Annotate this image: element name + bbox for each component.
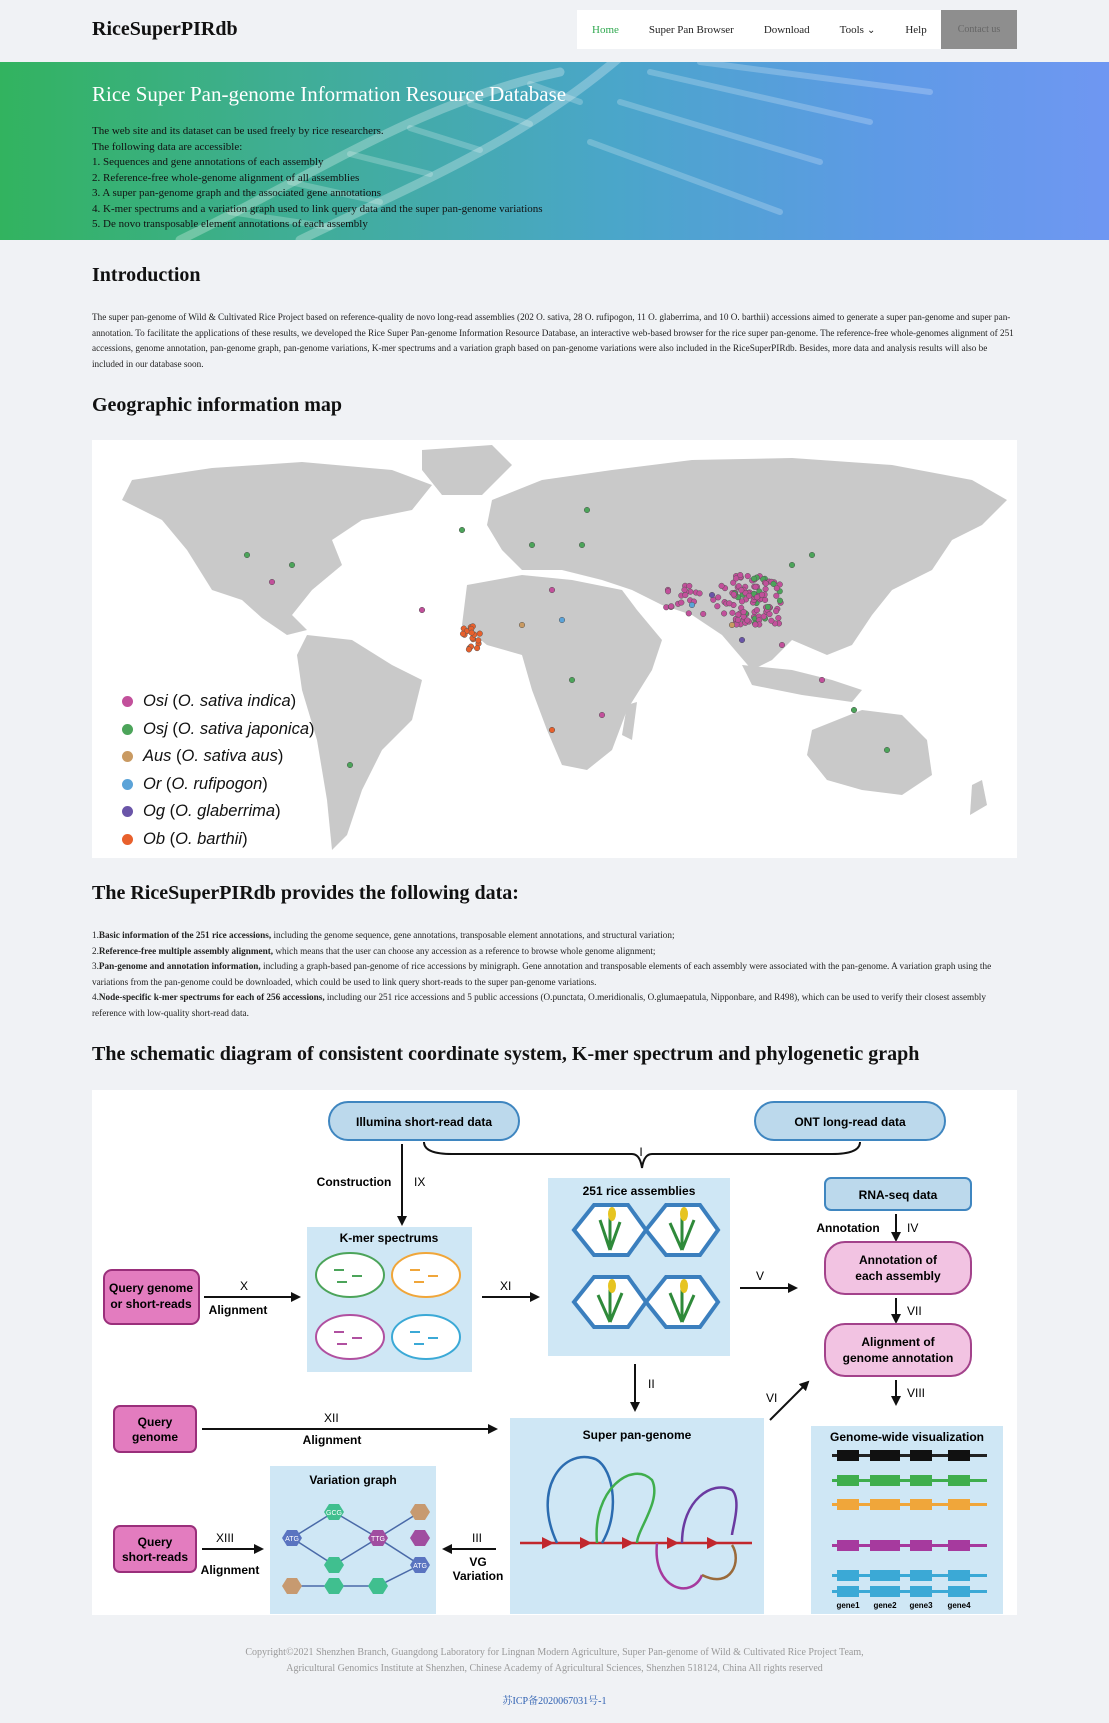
map-legend: [122, 688, 315, 853]
roman-xii: XII: [324, 1411, 339, 1425]
annotation-each-box: [825, 1242, 971, 1294]
accession-point: [559, 617, 565, 623]
accession-point: [751, 576, 757, 582]
item-bold: Pan-genome and annotation information,: [98, 961, 261, 971]
accession-point: [460, 631, 466, 637]
query-reads-line2: short-reads: [121, 1550, 189, 1564]
legend-abbr: Osi: [143, 692, 168, 711]
provides-item: [92, 944, 1017, 960]
assemblies-box: [548, 1178, 730, 1356]
item-number: 1.: [92, 930, 99, 940]
provides-item: [92, 959, 1017, 990]
query-genome-box: [114, 1406, 196, 1452]
legend-item: [122, 688, 315, 716]
query-genome-line2: genome: [131, 1430, 179, 1444]
legend-dot-ob: [122, 834, 133, 845]
accession-point: [754, 607, 760, 613]
roman-i: I: [639, 1145, 643, 1159]
legend-full: O. sativa japonica: [177, 719, 309, 738]
accession-point: [762, 597, 768, 603]
accession-point: [689, 602, 695, 608]
item-bold: Node-specific k-mer spectrums for each of 256 accessions,: [98, 992, 325, 1002]
legend-label: Or (O. rufipogon): [143, 774, 268, 793]
nav-help[interactable]: Help: [905, 23, 927, 36]
accession-point: [687, 583, 693, 589]
copyright-line2: Agricultural Genomics Institute at Shenzhen, Chinese Academy of Agricultural Sciences, Shenzhen 518124, China All rights reserved: [286, 1663, 823, 1674]
annotation-label: Annotation: [816, 1221, 880, 1235]
accession-point: [730, 610, 736, 616]
align-annot-line1: Alignment of: [861, 1335, 935, 1349]
accession-point: [686, 611, 692, 617]
hero-line: The web site and its dataset can be used freely by rice researchers.: [92, 125, 384, 137]
accession-point: [347, 762, 353, 768]
accession-point: [477, 631, 483, 637]
hero-title: Rice Super Pan-genome Information Resource Database: [92, 82, 567, 106]
accession-point: [683, 592, 689, 598]
roman-viii: VIII: [907, 1386, 926, 1400]
accession-point: [739, 599, 745, 605]
map-heading: Geographic information map: [92, 394, 342, 416]
nav-download[interactable]: Download: [763, 23, 810, 36]
footer: [0, 1645, 1109, 1677]
alignment-annotation-box: [825, 1324, 971, 1376]
legend-dot-og: [122, 806, 133, 817]
legend-item: [122, 798, 315, 826]
hero-banner: [0, 62, 1109, 240]
alignment-label-x: Alignment: [208, 1303, 268, 1317]
accession-point: [419, 607, 425, 613]
chevron-down-icon: ⌄: [866, 24, 876, 36]
accession-point: [884, 747, 890, 753]
accession-point: [244, 552, 250, 558]
legend-full: O. sativa indica: [177, 692, 291, 711]
schematic-diagram: [92, 1090, 1017, 1615]
super-pan-label: Super pan-genome: [582, 1428, 692, 1442]
hero-line: 3. A super pan-genome graph and the associated gene annotations: [92, 187, 381, 199]
assemblies-label: 251 rice assemblies: [582, 1184, 696, 1198]
kmer-label: K-mer spectrums: [339, 1231, 439, 1245]
provides-item: [92, 928, 1017, 944]
variation-label: Variation: [452, 1569, 504, 1583]
accession-point: [729, 622, 735, 628]
accession-point: [679, 600, 685, 606]
accession-point: [549, 587, 555, 593]
legend-label: Osj (O. sativa japonica): [143, 719, 315, 738]
accession-point: [761, 614, 767, 620]
accession-point: [668, 603, 674, 609]
accession-point: [789, 562, 795, 568]
accession-point: [475, 638, 481, 644]
provides-heading: The RiceSuperPIRdb provides the following data:: [92, 882, 519, 904]
legend-abbr: Ob: [143, 829, 166, 848]
accession-point: [665, 589, 671, 595]
legend-dot-aus: [122, 751, 133, 762]
nav-super-pan-browser[interactable]: Super Pan Browser: [648, 23, 734, 36]
africa-shape: [462, 575, 662, 770]
accession-point: [721, 611, 727, 617]
accession-point: [549, 727, 555, 733]
node-atg-2: ATG: [413, 1563, 427, 1570]
accession-point: [469, 630, 475, 636]
accession-point: [765, 604, 771, 610]
query-genome-line1: Query: [137, 1415, 173, 1429]
legend-abbr: Og: [143, 802, 166, 821]
query-gr-line1: Query genome: [108, 1281, 194, 1295]
legend-label: Aus (O. sativa aus): [143, 747, 284, 766]
accession-point: [584, 507, 590, 513]
accession-point: [759, 592, 765, 598]
kmer-ellipse-blue: [392, 1315, 460, 1359]
accession-point: [769, 618, 775, 624]
accession-point: [779, 642, 785, 648]
accession-point: [731, 592, 737, 598]
roman-xiii: XIII: [216, 1531, 235, 1545]
query-reads-line1: Query: [137, 1535, 173, 1549]
accession-point: [744, 618, 750, 624]
roman-ii: II: [648, 1377, 655, 1391]
accession-point: [715, 603, 721, 609]
node-atg-1: ATG: [285, 1536, 299, 1543]
accession-point: [289, 562, 295, 568]
roman-x: X: [240, 1279, 249, 1293]
se-asia-islands-shape: [742, 665, 862, 702]
kmer-ellipse-purple: [316, 1315, 384, 1359]
accession-point: [733, 576, 739, 582]
accession-point: [579, 542, 585, 548]
legend-item: [122, 743, 315, 771]
legend-dot-osi: [122, 696, 133, 707]
accession-point: [459, 527, 465, 533]
accession-point: [773, 608, 779, 614]
accession-point: [569, 677, 575, 683]
node-gcg: GCG: [326, 1510, 342, 1517]
nav-home[interactable]: Home: [592, 23, 619, 36]
accession-point: [719, 583, 725, 589]
roman-v: V: [756, 1269, 765, 1283]
accession-point: [700, 611, 706, 617]
accession-point: [776, 615, 782, 621]
legend-item: [122, 771, 315, 799]
alignment-label-xiii: Alignment: [200, 1563, 260, 1577]
hero-line: 4. K-mer spectrums and a variation graph used to link query data and the super pan-genome variations: [92, 202, 543, 215]
legend-abbr: Osj: [143, 719, 168, 738]
accession-point: [727, 600, 733, 606]
schematic-svg: [92, 1090, 1017, 1615]
accession-point: [746, 593, 752, 599]
accession-point: [753, 584, 759, 590]
accession-point: [819, 677, 825, 683]
accession-point: [741, 609, 747, 615]
illumina-label: Illumina short-read data: [355, 1115, 493, 1129]
accession-point: [771, 581, 777, 587]
provides-item: [92, 990, 1017, 1021]
hero-line: 5. De novo transposable element annotations of each assembly: [92, 218, 368, 230]
icp-link[interactable]: 苏ICP备2020067031号-1: [502, 1696, 607, 1707]
accession-point: [763, 581, 769, 587]
roman-xi: XI: [500, 1279, 512, 1293]
gene1-label: gene1: [836, 1601, 860, 1610]
copyright-line1: Copyright©2021 Shenzhen Branch, Guangdong Laboratory for Lingnan Modern Agriculture, Super Pan-genome of Wild & Cultivated Rice Project Team,: [245, 1647, 864, 1658]
nav-tools-label: Tools: [839, 23, 864, 36]
roman-iii: III: [472, 1531, 483, 1545]
site-brand[interactable]: RiceSuperPIRdb: [92, 18, 238, 40]
legend-item: [122, 826, 315, 854]
accession-point: [466, 647, 472, 653]
legend-dot-or: [122, 779, 133, 790]
gwv-label: Genome-wide visualization: [829, 1430, 985, 1444]
accession-point: [715, 595, 721, 601]
gene4-label: gene4: [947, 1601, 971, 1610]
accession-point: [739, 637, 745, 643]
accession-point: [809, 552, 815, 558]
nav-tools[interactable]: [825, 24, 876, 36]
north-america-shape: [122, 462, 432, 635]
australia-shape: [807, 710, 932, 795]
legend-full: O. glaberrima: [175, 802, 276, 821]
align-annot-line2: genome annotation: [842, 1351, 954, 1365]
hero-line: 2. Reference-free whole-genome alignment of all assemblies: [92, 171, 360, 184]
ont-label: ONT long-read data: [794, 1115, 906, 1129]
item-text: which means that the user can choose any accession as a reference to browse whole genome alignment;: [273, 945, 656, 956]
item-number: 4.: [92, 992, 99, 1002]
vg-label: VG: [469, 1555, 487, 1569]
kmer-ellipse-orange: [392, 1253, 460, 1297]
top-navbar: [0, 0, 1109, 62]
hero-description: [92, 124, 543, 233]
legend-item: [122, 716, 315, 744]
hero-line: The following data are accessible:: [92, 140, 243, 153]
legend-dot-osj: [122, 724, 133, 735]
construction-label: Construction: [316, 1175, 392, 1189]
roman-iv: IV: [907, 1221, 919, 1235]
accession-point: [599, 712, 605, 718]
accession-point: [745, 573, 751, 579]
accession-point: [777, 598, 783, 604]
accession-point: [269, 579, 275, 585]
main-menu: [577, 10, 1017, 49]
item-number: 3.: [92, 961, 99, 971]
accession-point: [773, 593, 779, 599]
legend-abbr: Aus: [143, 747, 172, 766]
legend-abbr: Or: [143, 774, 162, 793]
greenland-shape: [422, 445, 512, 495]
annot-each-line1: Annotation of: [859, 1253, 937, 1267]
accession-point: [474, 645, 480, 651]
item-text: including the genome sequence, gene annotations, transposable element annotations, and structural variation;: [271, 930, 675, 940]
rnaseq-label: RNA-seq data: [858, 1188, 938, 1202]
gene3-label: gene3: [909, 1601, 933, 1610]
item-bold: Reference-free multiple assembly alignment,: [98, 945, 274, 956]
kmer-ellipse-green: [316, 1253, 384, 1297]
introduction-heading: Introduction: [92, 264, 201, 286]
accession-point: [709, 592, 715, 598]
nav-contact-us[interactable]: Contact us: [941, 10, 1017, 49]
geographic-map[interactable]: [92, 440, 1017, 858]
roman-vi: VI: [766, 1391, 778, 1405]
query-short-reads-box: [114, 1526, 196, 1572]
accession-point: [753, 622, 759, 628]
legend-full: O. barthii: [175, 829, 243, 848]
item-text: including our 251 rice accessions and 5 public accessions (O.punctata, O.meridionalis, O.glumaepatula, Nipponbare, and R498), which can be used to verify their closest assembly reference with low-quality short-read data.: [92, 992, 986, 1018]
accession-point: [735, 617, 741, 623]
item-bold: Basic information of the 251 rice accessions,: [98, 930, 272, 940]
item-number: 2.: [92, 945, 99, 956]
gene2-label: gene2: [873, 1601, 897, 1610]
variation-graph-label: Variation graph: [309, 1473, 397, 1487]
query-gr-line2: or short-reads: [110, 1297, 192, 1311]
alignment-label-xii: Alignment: [302, 1433, 362, 1447]
accession-point: [851, 707, 857, 713]
accession-point: [529, 542, 535, 548]
provides-list: [92, 928, 1017, 1021]
hero-line: 1. Sequences and gene annotations of each assembly: [92, 156, 324, 168]
roman-ix: IX: [414, 1175, 426, 1189]
legend-label: Ob (O. barthii): [143, 829, 248, 848]
introduction-text: The super pan-genome of Wild & Cultivated Rice Project based on reference-quality de novo long-read assemblies (202 O. sativa, 28 O. rufipogon, 11 O. glaberrima, and 10 O. barthii) accessions aimed to generate a super pan-genome and super pan-annotation. To facilitate the applications of these results, we developed the Rice Super Pan-genome Information Resource Database, an interactive web-based browser for the rice super pan-genome. The reference-free whole-genomes alignment of 251 accessions, genome annotation, pan-genome graph, pan-genome variations, K-mer spectrums and a variation graph based on pan-genome variations were also included in the RiceSuperPIRdb. Besides, more data and analysis results will also be included in our database soon.: [92, 312, 1014, 369]
legend-label: Og (O. glaberrima): [143, 802, 281, 821]
accession-point: [519, 622, 525, 628]
legend-label: Osi (O. sativa indica): [143, 692, 297, 711]
accession-point: [767, 611, 773, 617]
node-ttg: TTG: [371, 1536, 385, 1543]
legend-full: O. sativa aus: [181, 747, 278, 766]
legend-full: O. rufipogon: [171, 774, 263, 793]
south-america-shape: [297, 635, 422, 850]
accession-point: [682, 587, 688, 593]
new-zealand-shape: [970, 780, 987, 815]
annot-each-line2: each assembly: [855, 1269, 941, 1283]
accession-point: [739, 587, 745, 593]
roman-vii: VII: [907, 1304, 922, 1318]
accession-point: [697, 591, 703, 597]
schematic-heading: The schematic diagram of consistent coordinate system, K-mer spectrum and phylogenetic graph: [92, 1043, 920, 1065]
item-text: including a graph-based pan-genome of rice accessions by minigraph. Gene annotation and transposable elements of each assembly were associated with the pan-genome. A variation graph using the variations from the pan-genome could be downloaded, which could be used to link query short-reads to the super pan-genome variations.: [92, 961, 992, 987]
accession-point: [763, 586, 769, 592]
